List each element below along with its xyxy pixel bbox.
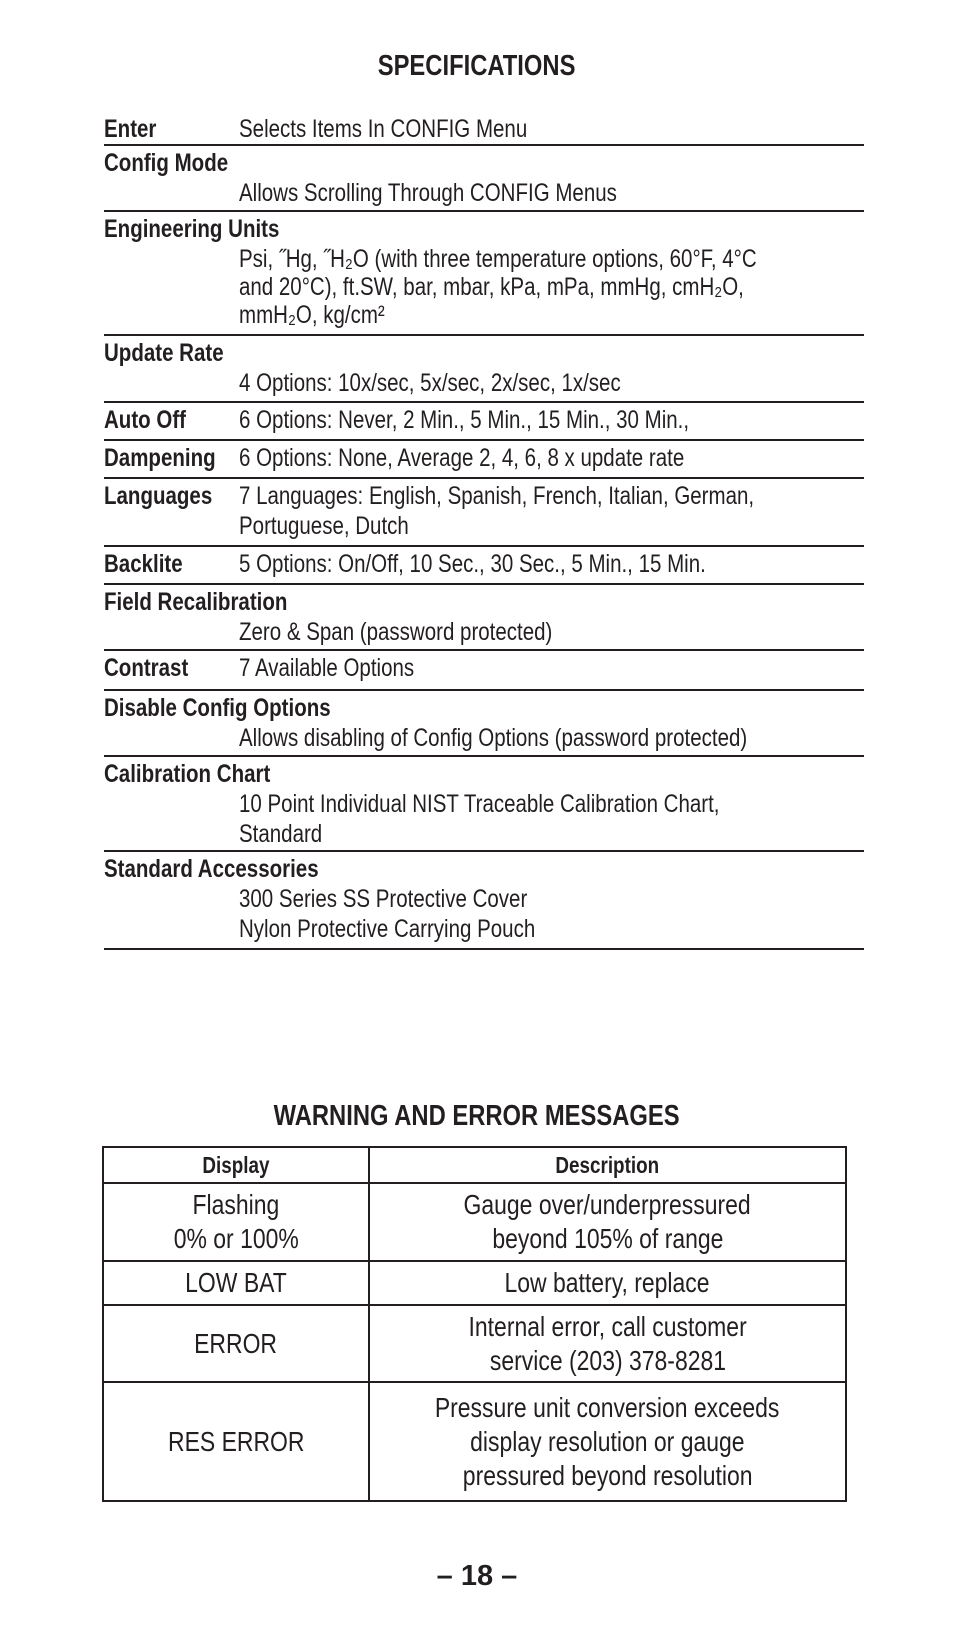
spec-term: Update Rate — [104, 339, 224, 367]
spec-definition-line: 300 Series SS Protective Cover — [239, 885, 528, 913]
display-cell: LOW BAT — [104, 1262, 370, 1304]
page-number: – 18 – — [436, 1560, 518, 1592]
spec-row-update-rate — [104, 336, 864, 403]
table-row — [104, 1306, 845, 1383]
spec-row-standard-accessories — [104, 852, 864, 950]
spec-term: Disable Config Options — [104, 694, 331, 722]
spec-definition — [239, 757, 864, 851]
spec-term: Languages — [104, 482, 213, 510]
spec-definition — [239, 441, 864, 475]
spec-definition-line: 5 Options: On/Off, 10 Sec., 30 Sec., 5 Min., 15 Min. — [239, 550, 706, 578]
spec-definition-line: Standard — [239, 820, 323, 848]
spec-definition-line: Nylon Protective Carrying Pouch — [239, 915, 536, 943]
spec-definition-line: mmH₂O, kg/cm² — [239, 301, 385, 329]
spec-definition-line: and 20°C), ft.SW, bar, mbar, kPa, mPa, mmHg, cmH₂O, — [239, 273, 744, 301]
spec-definition-line: 6 Options: Never, 2 Min., 5 Min., 15 Min., 30 Min., — [239, 406, 690, 434]
spec-definition-line: 7 Languages: English, Spanish, French, Italian, German, — [239, 482, 755, 510]
spec-definition-line: Psi, ˝Hg, ˝H₂O (with three temperature options, 60°F, 4°C — [239, 245, 757, 273]
spec-definition-line: Allows Scrolling Through CONFIG Menus — [239, 179, 617, 207]
spec-definition-line: 4 Options: 10x/sec, 5x/sec, 2x/sec, 1x/sec — [239, 369, 621, 397]
spec-row-languages — [104, 479, 864, 547]
description-cell: Pressure unit conversion exceeds display resolution or gauge pressured beyond resolution — [435, 1391, 780, 1491]
spec-term: Contrast — [104, 654, 189, 682]
warnings-table-header — [104, 1148, 845, 1184]
spec-definition-line: Allows disabling of Config Options (password protected) — [239, 724, 748, 752]
spec-row-dampening — [104, 441, 864, 479]
spec-definition-line: Zero & Span (password protected) — [239, 618, 553, 646]
display-cell: Flashing 0% or 100% — [104, 1184, 370, 1260]
spec-definition-line: 7 Available Options — [239, 654, 415, 682]
spec-definition — [239, 585, 864, 649]
spec-definition — [239, 691, 864, 755]
specifications-title: SPECIFICATIONS — [378, 50, 576, 82]
display-cell: RES ERROR — [104, 1383, 370, 1500]
table-row — [104, 1383, 845, 1500]
spec-row-auto-off — [104, 403, 864, 441]
spec-definition-line: 10 Point Individual NIST Traceable Calibration Chart, — [239, 790, 720, 818]
spec-term: Calibration Chart — [104, 760, 271, 788]
table-row — [104, 1262, 845, 1306]
warnings-table — [102, 1146, 847, 1502]
spec-term: Engineering Units — [104, 215, 280, 243]
spec-definition — [239, 212, 864, 330]
spec-definition — [239, 112, 864, 146]
spec-definition — [239, 547, 864, 581]
spec-row-field-recalibration — [104, 585, 864, 651]
spec-definition — [239, 336, 864, 400]
spec-term: Enter — [104, 115, 157, 143]
spec-definition-line: Portuguese, Dutch — [239, 512, 409, 540]
spec-row-backlite — [104, 547, 864, 585]
spec-definition — [239, 146, 864, 210]
description-cell: Low battery, replace — [504, 1267, 711, 1298]
spec-definition-line: Selects Items In CONFIG Menu — [239, 115, 528, 143]
spec-term: Dampening — [104, 444, 216, 472]
specifications-list — [104, 112, 864, 950]
warnings-title: WARNING AND ERROR MESSAGES — [273, 1100, 681, 1132]
spec-definition — [239, 852, 864, 946]
table-row — [104, 1184, 845, 1262]
spec-row-enter — [104, 112, 864, 146]
column-header-display: Display — [104, 1148, 370, 1182]
spec-row-contrast — [104, 651, 864, 691]
spec-row-disable-config-options — [104, 691, 864, 757]
spec-term: Config Mode — [104, 149, 229, 177]
spec-definition — [239, 651, 864, 685]
spec-row-engineering-units — [104, 212, 864, 336]
spec-term: Backlite — [104, 550, 183, 578]
spec-term: Auto Off — [104, 406, 186, 434]
column-header-description: Description — [555, 1152, 660, 1178]
spec-term: Standard Accessories — [104, 855, 319, 883]
spec-row-config-mode — [104, 146, 864, 212]
description-cell: Internal error, call customer service (203) 378-8281 — [468, 1310, 747, 1376]
display-cell: ERROR — [104, 1306, 370, 1381]
spec-definition-line: 6 Options: None, Average 2, 4, 6, 8 x update rate — [239, 444, 685, 472]
spec-definition — [239, 403, 864, 437]
spec-term: Field Recalibration — [104, 588, 288, 616]
spec-definition — [239, 479, 864, 543]
spec-row-calibration-chart — [104, 757, 864, 852]
description-cell: Gauge over/underpressured beyond 105% of range — [463, 1189, 752, 1254]
